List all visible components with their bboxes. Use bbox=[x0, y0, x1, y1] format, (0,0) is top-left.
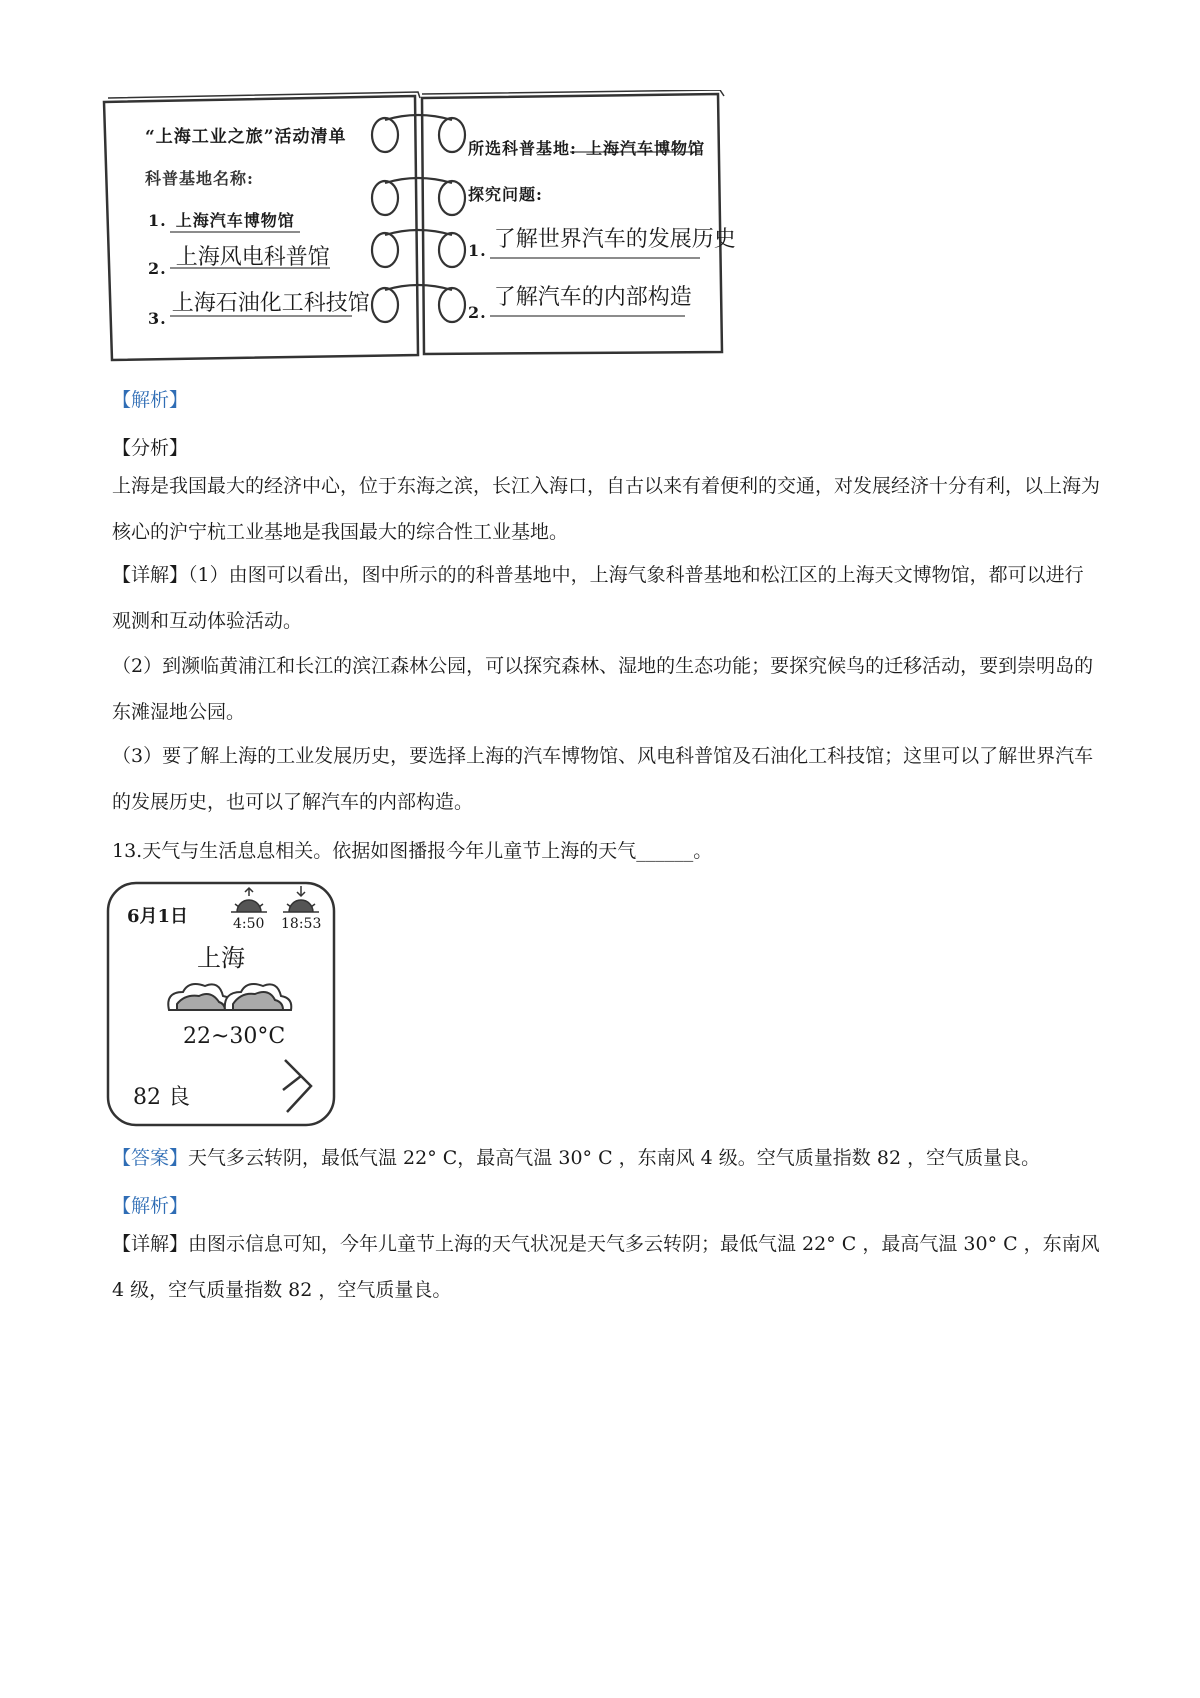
notebook-right-item-2: 2. 了解汽车的内部构造 bbox=[468, 285, 692, 322]
base-name-2: 上海风电科普馆 bbox=[175, 245, 330, 270]
xiangjie-1: 【详解】（1）由图可以看出，图中所示的的科普基地中，上海气象科普基地和松江区的上海天文博物馆，都可以进行观测和互动体验活动。 bbox=[112, 564, 1084, 632]
notebook-illustration bbox=[100, 90, 740, 370]
jiexi-heading-2: 【解析】 bbox=[112, 1195, 189, 1217]
weather-aqi: 82 良 bbox=[133, 1085, 190, 1110]
notebook-left-item-2: 2. 上海风电科普馆 bbox=[148, 245, 330, 278]
base-name-1: 上海汽车博物馆 bbox=[175, 211, 295, 230]
notebook-left-subtitle: 科普基地名称: bbox=[145, 169, 254, 188]
sunrise-time: 4:50 bbox=[233, 916, 265, 932]
notebook-right-title: 所选科普基地: 上海汽车博物馆 bbox=[468, 139, 706, 158]
selected-base: 上海汽车博物馆 bbox=[586, 139, 706, 158]
weather-city: 上海 bbox=[197, 944, 245, 972]
notebook-left-item-3: 3. 上海石油化工科技馆 bbox=[148, 291, 370, 328]
xiangjie-2: （2）到濒临黄浦江和长江的滨江森林公园，可以探究森林、湿地的生态功能；要探究候鸟的迁移活动，要到崇明岛的东滩湿地公园。 bbox=[112, 655, 1094, 723]
xiangjie-label-1: 【详解】 bbox=[112, 564, 189, 586]
fenxi-heading: 【分析】 bbox=[112, 437, 189, 459]
jiexi-heading-1: 【解析】 bbox=[112, 389, 189, 411]
xiangjie-13: 【详解】由图示信息可知，今年儿童节上海的天气状况是天气多云转阴；最低气温 22° C ，最高气温 30° C ，东南风 4 级，空气质量指数 82 ，空气质量良。 bbox=[112, 1233, 1100, 1301]
question-13: 13.天气与生活息息相关。依据如图播报今年儿童节上海的天气______。 bbox=[112, 840, 713, 862]
weather-card bbox=[105, 880, 337, 1128]
weather-temp: 22~30°C bbox=[183, 1024, 286, 1049]
question-2: 了解汽车的内部构造 bbox=[493, 285, 692, 310]
xiangjie-3: （3）要了解上海的工业发展历史，要选择上海的汽车博物馆、风电科普馆及石油化工科技馆；这里可以了解世界汽车的发展历史，也可以了解汽车的内部构造。 bbox=[112, 745, 1094, 813]
notebook-left-title: “上海工业之旅”活动清单 bbox=[145, 127, 347, 147]
fenxi-text: 上海是我国最大的经济中心，位于东海之滨，长江入海口，自古以来有着便利的交通，对发展经济十分有利，以上海为核心的沪宁杭工业基地是我国最大的综合性工业基地。 bbox=[112, 475, 1101, 543]
answer-13: 【答案】天气多云转阴，最低气温 22° C，最高气温 30° C ，东南风 4 级。空气质量指数 82 ，空气质量良。 bbox=[112, 1147, 1041, 1169]
weather-date: 6月1日 bbox=[127, 906, 189, 927]
base-name-3: 上海石油化工科技馆 bbox=[171, 291, 370, 316]
sunset-time: 18:53 bbox=[281, 916, 322, 932]
notebook-right-item-1: 1. 了解世界汽车的发展历史 bbox=[468, 227, 736, 260]
notebook-right-subtitle: 探究问题: bbox=[468, 185, 543, 204]
xiangjie-label-13: 【详解】 bbox=[112, 1233, 189, 1255]
notebook-left-item-1: 1. 上海汽车博物馆 bbox=[148, 211, 295, 230]
answer-label: 【答案】 bbox=[112, 1147, 189, 1169]
question-1: 了解世界汽车的发展历史 bbox=[493, 227, 736, 252]
